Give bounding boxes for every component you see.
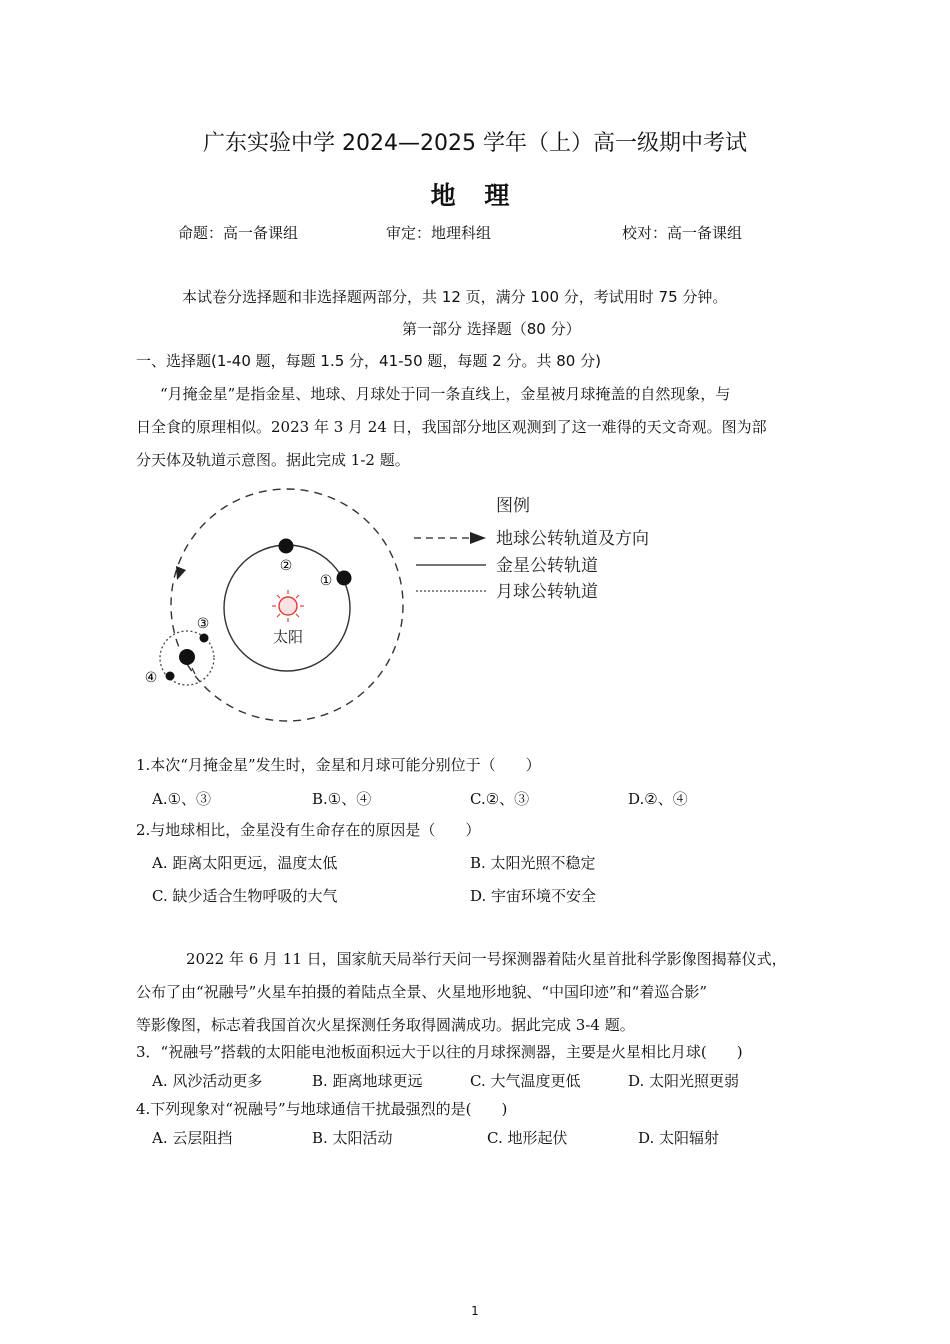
venus-position-1 [337, 571, 352, 586]
question-2-option-a[interactable]: A. 距离太阳更远，温度太低 [152, 854, 338, 872]
page-number: 1 [471, 1304, 479, 1318]
legend-title: 图例 [496, 496, 530, 516]
credit-reviewer: 审定：地理科组 [386, 224, 492, 242]
marker-4: ④ [144, 670, 158, 686]
question-2-option-b[interactable]: B. 太阳光照不稳定 [470, 854, 596, 872]
section-heading: 一、选择题(1-40 题，每题 1.5 分，41-50 题，每题 2 分。共 80 分) [136, 352, 601, 370]
orbit-diagram [130, 480, 690, 730]
question-2-stem: 2.与地球相比，金星没有生命存在的原因是（ ） [136, 821, 481, 839]
legend-venus-orbit: 金星公转轨道 [496, 556, 598, 576]
legend-earth-orbit: 地球公转轨道及方向 [496, 529, 649, 549]
sun-icon [272, 590, 304, 622]
credit-author: 命题：高一备课组 [178, 224, 299, 242]
marker-1: ① [319, 573, 333, 589]
exam-title: 广东实验中学 2024—2025 学年（上）高一级期中考试 [203, 131, 747, 156]
question-1-option-c[interactable]: C.②、③ [470, 790, 530, 808]
moon-position-3 [200, 634, 209, 643]
venus-position-2 [279, 539, 294, 554]
exam-instructions: 本试卷分选择题和非选择题两部分，共 12 页，满分 100 分，考试用时 75 分钟。 [182, 288, 728, 306]
question-2-option-d[interactable]: D. 宇宙环境不安全 [470, 887, 597, 905]
orbit-direction-arrow-icon [176, 566, 186, 580]
question-3-option-b[interactable]: B. 距离地球更远 [312, 1072, 423, 1090]
question-3-option-a[interactable]: A. 风沙活动更多 [152, 1072, 263, 1090]
moon-position-4 [166, 672, 175, 681]
earth-icon [179, 649, 195, 665]
passage2-line: 等影像图，标志着我国首次火星探测任务取得圆满成功。据此完成 3-4 题。 [136, 1016, 635, 1034]
question-3-stem: 3．“祝融号”搭载的太阳能电池板面积远大于以往的月球探测器，主要是火星相比月球( ) [136, 1043, 743, 1061]
subject-title: 地 理 [430, 181, 520, 210]
question-3-option-c[interactable]: C. 大气温度更低 [470, 1072, 581, 1090]
passage1-line: “月掩金星”是指金星、地球、月球处于同一条直线上，金星被月球掩盖的自然现象，与 [160, 385, 731, 403]
part-one-title: 第一部分 选择题（80 分） [402, 320, 581, 338]
legend-arrow-icon [470, 532, 486, 544]
question-4-option-b[interactable]: B. 太阳活动 [312, 1129, 393, 1147]
marker-3: ③ [196, 616, 210, 632]
question-4-option-a[interactable]: A. 云层阻挡 [152, 1129, 233, 1147]
marker-2: ② [279, 558, 293, 574]
passage1-line: 日全食的原理相似。2023 年 3 月 24 日，我国部分地区观测到了这一难得的天文奇观。图为部 [136, 418, 767, 436]
question-1-option-b[interactable]: B.①、④ [312, 790, 372, 808]
question-3-option-d[interactable]: D. 太阳光照更弱 [628, 1072, 740, 1090]
question-2-option-c[interactable]: C. 缺少适合生物呼吸的大气 [152, 887, 338, 905]
passage1-line: 分天体及轨道示意图。据此完成 1-2 题。 [136, 451, 410, 469]
sun-label: 太阳 [272, 628, 304, 646]
legend-moon-orbit: 月球公转轨道 [496, 582, 598, 602]
question-1-stem: 1.本次“月掩金星”发生时，金星和月球可能分别位于（ ） [136, 756, 541, 774]
question-4-option-d[interactable]: D. 太阳辐射 [638, 1129, 720, 1147]
passage2-line: 2022 年 6 月 11 日，国家航天局举行天问一号探测器着陆火星首批科学影像图揭幕仪式， [186, 950, 787, 968]
question-4-option-c[interactable]: C. 地形起伏 [487, 1129, 568, 1147]
question-4-stem: 4.下列现象对“祝融号”与地球通信干扰最强烈的是( ) [136, 1100, 508, 1118]
credit-proofreader: 校对：高一备课组 [622, 224, 743, 242]
question-1-option-d[interactable]: D.②、④ [628, 790, 688, 808]
question-1-option-a[interactable]: A.①、③ [152, 790, 212, 808]
passage2-line: 公布了由“祝融号”火星车拍摄的着陆点全景、火星地形地貌、“中国印迹”和“着巡合影” [136, 983, 708, 1001]
